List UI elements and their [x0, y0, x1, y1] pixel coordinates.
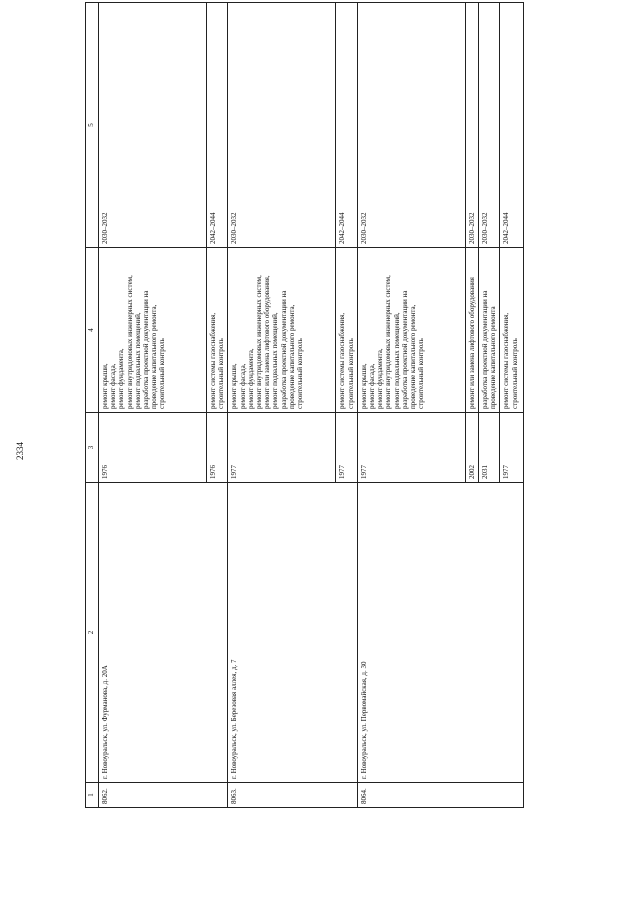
period-cell: 2042–2044 [500, 3, 524, 248]
work-item: разработка проектной документации на [142, 290, 151, 409]
work-item: ремонт или замена лифтового оборудования [467, 277, 476, 409]
address-cell: г. Новоуральск, ул. Березовая аллея, д. 7 [228, 483, 357, 783]
work-item: разработка проектной документации на [279, 290, 288, 409]
works-cell [228, 248, 336, 413]
work-item: ремонт или замена лифтового оборудования, [263, 275, 272, 409]
work-item: разработка проектной документации на [481, 290, 490, 409]
work-item: ремонт фундамента, [376, 348, 385, 409]
work-item: проведение капитального ремонта, [287, 304, 296, 409]
period-cell: 2030–2032 [357, 3, 465, 248]
work-item: проведение капитального ремонта, [409, 304, 418, 409]
row-number: 8062. [99, 783, 228, 808]
table-header-row [86, 3, 99, 808]
year-cell: 1976 [99, 413, 207, 483]
period-cell: 2030–2032 [479, 3, 500, 248]
work-item: проведение капитального ремонта [489, 306, 498, 409]
work-item: ремонт фасада, [238, 363, 247, 409]
period-cell: 2030–2032 [99, 3, 207, 248]
work-item: ремонт системы газоснабжения, [338, 312, 347, 409]
year-cell: 2031 [479, 413, 500, 483]
column-header: 5 [86, 3, 99, 248]
work-item: проведение капитального ремонта, [150, 304, 159, 409]
works-cell [465, 248, 478, 413]
work-item: ремонт крыши, [359, 363, 368, 409]
works-cell [357, 248, 465, 413]
work-item: ремонт крыши, [101, 363, 109, 409]
year-cell: 1976 [207, 413, 228, 483]
year-cell: 1977 [357, 413, 465, 483]
table-row [99, 3, 207, 808]
work-item: ремонт фасада, [368, 363, 377, 409]
work-item: ремонт крыши, [230, 363, 239, 409]
period-cell: 2030–2032 [465, 3, 478, 248]
period-cell: 2042–2044 [207, 3, 228, 248]
year-cell: 1977 [336, 413, 357, 483]
row-number: 8064. [357, 783, 524, 808]
work-item: ремонт фундамента, [246, 348, 255, 409]
period-cell: 2042–2044 [336, 3, 357, 248]
year-cell: 1977 [500, 413, 524, 483]
work-item: ремонт подвальных помещений, [392, 312, 401, 409]
work-item: ремонт подвальных помещений, [271, 312, 280, 409]
work-item: строительный контроль [217, 338, 226, 409]
column-header: 4 [86, 248, 99, 413]
table-row [228, 3, 336, 808]
works-cell [99, 248, 207, 413]
works-cell [500, 248, 524, 413]
column-header: 1 [86, 783, 99, 808]
work-item: ремонт подвальных помещений, [133, 312, 142, 409]
work-item: ремонт фундамента, [117, 348, 126, 409]
work-item: ремонт системы газоснабжения, [209, 312, 217, 409]
work-item: ремонт системы газоснабжения, [502, 312, 511, 409]
year-cell: 2002 [465, 413, 478, 483]
capital-repair-table [85, 2, 524, 808]
work-item: строительный контроль [417, 338, 426, 409]
page-number: 2334 [15, 442, 25, 460]
work-item: строительный контроль [158, 338, 167, 409]
work-item: ремонт внутридомовых инженерных систем, [384, 275, 393, 409]
works-cell [336, 248, 357, 413]
address-cell: г. Новоуральск, ул. Фурманова, д. 20А [99, 483, 228, 783]
work-item: ремонт фасада, [109, 363, 118, 409]
row-number: 8063. [228, 783, 357, 808]
works-cell [207, 248, 228, 413]
rotated-table-wrapper [85, 3, 545, 808]
table-row [357, 3, 465, 808]
period-cell: 2030–2032 [228, 3, 336, 248]
address-cell: г. Новоуральск, ул. Первомайская, д. 30 [357, 483, 524, 783]
works-cell [479, 248, 500, 413]
year-cell: 1977 [228, 413, 336, 483]
column-header: 3 [86, 413, 99, 483]
column-header: 2 [86, 483, 99, 783]
work-item: строительный контроль [296, 338, 305, 409]
work-item: ремонт внутридомовых инженерных систем, [255, 275, 264, 409]
work-item: разработка проектной документации на [400, 290, 409, 409]
work-item: строительный контроль [510, 338, 519, 409]
work-item: строительный контроль [346, 338, 355, 409]
work-item: ремонт внутридомовых инженерных систем, [125, 275, 134, 409]
